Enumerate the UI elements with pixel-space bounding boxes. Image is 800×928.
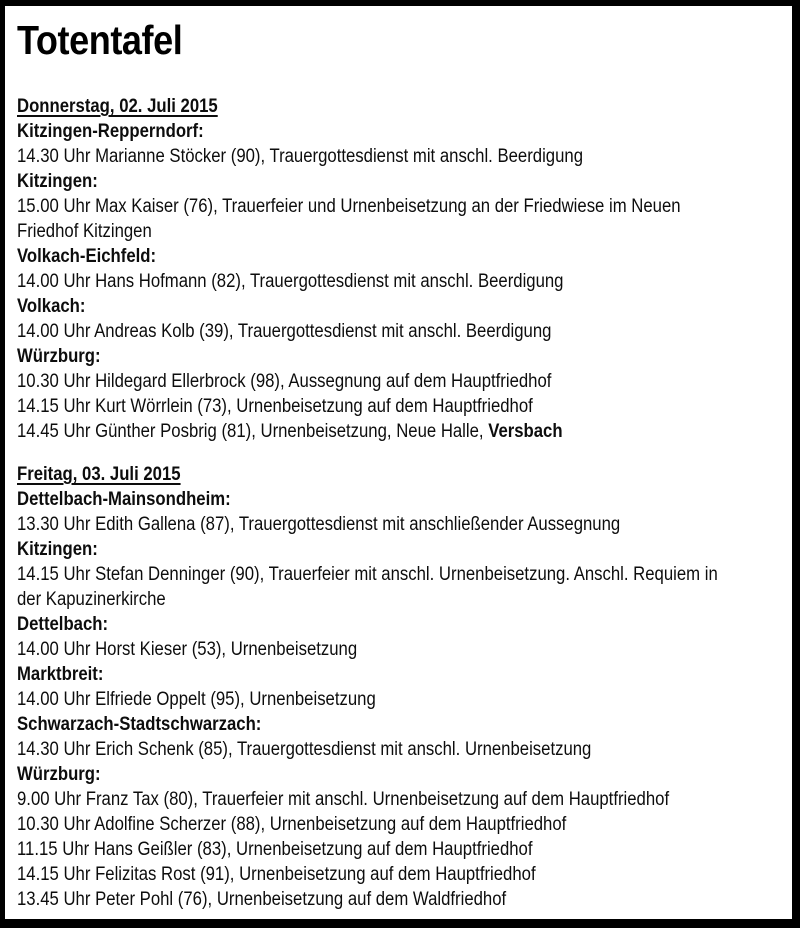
line-text: 14.15 Uhr Felizitas Rost (91), Urnenbeisetzung auf dem Hauptfriedhof xyxy=(17,864,536,885)
entry-line xyxy=(17,319,784,344)
line-text: 14.15 Uhr Kurt Wörrlein (73), Urnenbeisetzung auf dem Hauptfriedhof xyxy=(17,396,533,417)
line-text: 13.45 Uhr Peter Pohl (76), Urnenbeisetzung auf dem Waldfriedhof xyxy=(17,889,507,910)
line-text: Dettelbach-Mainsondheim: xyxy=(17,489,231,510)
entry-line xyxy=(17,419,784,444)
day-lines xyxy=(17,119,784,444)
day-section-friday xyxy=(17,462,784,912)
location-line xyxy=(17,119,784,144)
line-text: 10.30 Uhr Adolfine Scherzer (88), Urnenbeisetzung auf dem Hauptfriedhof xyxy=(17,814,567,835)
line-text: Volkach-Eichfeld: xyxy=(17,246,157,267)
entry-line xyxy=(17,144,784,169)
line-text: Kitzingen-Repperndorf: xyxy=(17,121,204,142)
page-title-text: Totentafel xyxy=(17,17,183,63)
entry-line xyxy=(17,562,784,587)
line-text: Marktbreit: xyxy=(17,664,104,685)
date-header xyxy=(17,462,784,487)
entry-line xyxy=(17,369,784,394)
line-text: Würzburg: xyxy=(17,764,101,785)
location-line xyxy=(17,762,784,787)
line-text: 13.30 Uhr Edith Gallena (87), Trauergottesdienst mit anschließender Aussegnung xyxy=(17,514,621,535)
line-text: der Kapuzinerkirche xyxy=(17,589,166,610)
day-lines xyxy=(17,487,784,912)
entry-line xyxy=(17,512,784,537)
entry-line xyxy=(17,219,784,244)
line-text: 14.30 Uhr Marianne Stöcker (90), Trauergottesdienst mit anschl. Beerdigung xyxy=(17,146,583,167)
line-text: 11.15 Uhr Hans Geißler (83), Urnenbeisetzung auf dem Hauptfriedhof xyxy=(17,839,533,860)
entry-line xyxy=(17,687,784,712)
entry-line xyxy=(17,737,784,762)
entry-line xyxy=(17,837,784,862)
line-text: Kitzingen: xyxy=(17,171,98,192)
date-header-text: Freitag, 03. Juli 2015 xyxy=(17,464,181,485)
location-line xyxy=(17,662,784,687)
entry-line xyxy=(17,787,784,812)
location-line xyxy=(17,169,784,194)
location-line xyxy=(17,294,784,319)
line-text: Friedhof Kitzingen xyxy=(17,221,152,242)
page-title xyxy=(17,17,784,63)
location-line xyxy=(17,244,784,269)
entry-line xyxy=(17,269,784,294)
line-text: Kitzingen: xyxy=(17,539,98,560)
entry-line xyxy=(17,394,784,419)
line-text: 14.30 Uhr Erich Schenk (85), Trauergottesdienst mit anschl. Urnenbeisetzung xyxy=(17,739,592,760)
entry-line xyxy=(17,887,784,912)
entry-line xyxy=(17,637,784,662)
location-line xyxy=(17,712,784,737)
location-line xyxy=(17,537,784,562)
entry-line xyxy=(17,587,784,612)
location-line xyxy=(17,344,784,369)
line-text: Schwarzach-Stadtschwarzach: xyxy=(17,714,262,735)
line-text: Volkach: xyxy=(17,296,86,317)
location-line xyxy=(17,612,784,637)
entry-line xyxy=(17,862,784,887)
line-text: 10.30 Uhr Hildegard Ellerbrock (98), Aussegnung auf dem Hauptfriedhof xyxy=(17,371,552,392)
obituary-content xyxy=(5,6,792,912)
location-line xyxy=(17,487,784,512)
line-text: 15.00 Uhr Max Kaiser (76), Trauerfeier und Urnenbeisetzung an der Friedwiese im Neuen xyxy=(17,196,681,217)
entry-line xyxy=(17,812,784,837)
entry-line xyxy=(17,194,784,219)
line-text: 14.00 Uhr Elfriede Oppelt (95), Urnenbeisetzung xyxy=(17,689,376,710)
line-text: 9.00 Uhr Franz Tax (80), Trauerfeier mit anschl. Urnenbeisetzung auf dem Hauptfriedhof xyxy=(17,789,670,810)
line-text: Dettelbach: xyxy=(17,614,109,635)
day-section-thursday xyxy=(17,94,784,444)
line-text-bold: Versbach xyxy=(488,421,563,442)
line-text: 14.00 Uhr Andreas Kolb (39), Trauergottesdienst mit anschl. Beerdigung xyxy=(17,321,552,342)
line-text: 14.00 Uhr Hans Hofmann (82), Trauergottesdienst mit anschl. Beerdigung xyxy=(17,271,564,292)
line-text: 14.15 Uhr Stefan Denninger (90), Trauerfeier mit anschl. Urnenbeisetzung. Anschl. Requiem in xyxy=(17,564,718,585)
line-text: Würzburg: xyxy=(17,346,101,367)
line-text: 14.45 Uhr Günther Posbrig (81), Urnenbeisetzung, Neue Halle, Versbach xyxy=(17,421,563,442)
date-header xyxy=(17,94,784,119)
date-header-text: Donnerstag, 02. Juli 2015 xyxy=(17,96,218,117)
line-text: 14.00 Uhr Horst Kieser (53), Urnenbeisetzung xyxy=(17,639,358,660)
